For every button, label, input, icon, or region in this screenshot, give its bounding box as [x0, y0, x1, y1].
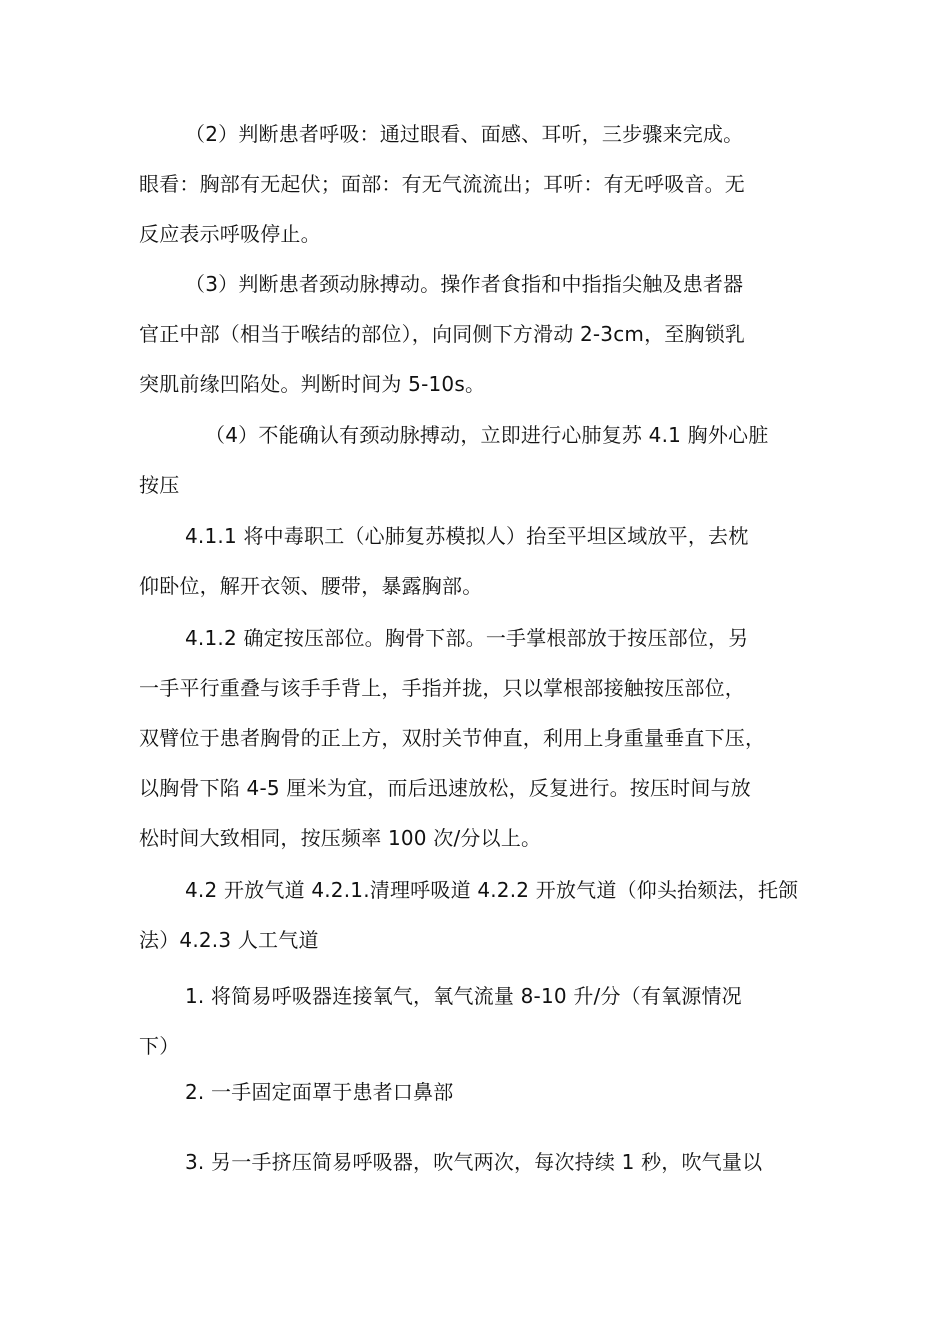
text-line: 松时间大致相同，按压频率 100 次/分以上。 [139, 826, 542, 850]
text-line: 4.1.1 将中毒职工（心肺复苏模拟人）抬至平坦区域放平，去枕 [185, 524, 749, 548]
text-line: 以胸骨下陷 4-5 厘米为宜，而后迅速放松，反复进行。按压时间与放 [139, 776, 751, 800]
text-line: 4.2 开放气道 4.2.1.清理呼吸道 4.2.2 开放气道（仰头抬颏法，托颌 [185, 878, 799, 902]
text-line: 下） [139, 1034, 180, 1058]
text-line: 2. 一手固定面罩于患者口鼻部 [185, 1080, 454, 1104]
text-line: 仰卧位，解开衣领、腰带，暴露胸部。 [139, 574, 483, 598]
text-line: （3）判断患者颈动脉搏动。操作者食指和中指指尖触及患者器 [185, 272, 744, 296]
text-line: （2）判断患者呼吸：通过眼看、面感、耳听，三步骤来完成。 [185, 122, 744, 146]
text-line: 按压 [139, 473, 180, 497]
text-line: 4.1.2 确定按压部位。胸骨下部。一手掌根部放于按压部位，另 [185, 626, 749, 650]
text-line: 1. 将简易呼吸器连接氧气，氧气流量 8-10 升/分（有氧源情况 [185, 984, 742, 1008]
text-line: 眼看：胸部有无起伏；面部：有无气流流出；耳听：有无呼吸音。无 [139, 172, 745, 196]
text-line: 反应表示呼吸停止。 [139, 222, 321, 246]
text-line: 突肌前缘凹陷处。判断时间为 5-10s。 [139, 372, 486, 396]
text-line: （4）不能确认有颈动脉搏动，立即进行心肺复苏 4.1 胸外心脏 [205, 423, 769, 447]
text-line: 3. 另一手挤压简易呼吸器，吹气两次，每次持续 1 秒，吹气量以 [185, 1150, 763, 1174]
text-line: 法）4.2.3 人工气道 [139, 928, 319, 952]
text-line: 双臂位于患者胸骨的正上方，双肘关节伸直，利用上身重量垂直下压， [139, 726, 766, 750]
text-line: 一手平行重叠与该手手背上，手指并拢，只以掌根部接触按压部位， [139, 676, 745, 700]
text-line: 官正中部（相当于喉结的部位），向同侧下方滑动 2-3cm，至胸锁乳 [139, 322, 746, 346]
